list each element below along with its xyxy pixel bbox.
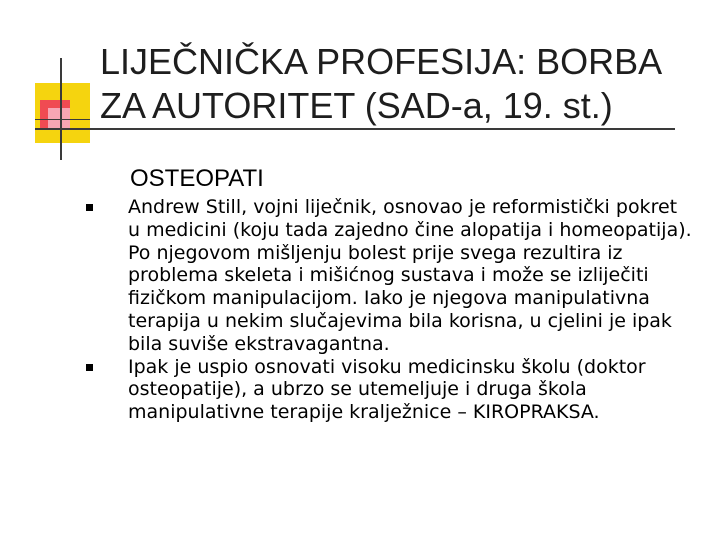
- decor-vertical-rule: [60, 58, 62, 160]
- title-underline: [35, 128, 675, 130]
- slide-title: LIJEČNIČKA PROFESIJA: BORBA ZA AUTORITET (SAD-a, 19. st.): [100, 41, 661, 126]
- square-bullet-icon: [86, 204, 93, 211]
- square-bullet-icon: [86, 364, 93, 371]
- bullet-item: [85, 196, 695, 356]
- decor-short-rule: [35, 119, 90, 120]
- section-heading: OSTEOPATI: [130, 165, 264, 192]
- bullet-item: [85, 356, 695, 424]
- bullet-list: [85, 196, 695, 424]
- bullet-text: Andrew Still, vojni liječnik, osnovao je reformistički pokret u medicini (koju tada zajedno čine alopatija i homeopatija). Po njegovom mišljenju bolest prije svega rezultira iz problema skeleta i mišićnog sustava i može se izliječiti fizičkom manipulacijom. Iako je njegova manipulativna terapija u nekim slučajevima bila korisna, u cjelini je ipak bila suviše ekstravagantna.: [128, 196, 692, 355]
- bullet-text: Ipak je uspio osnovati visoku medicinsku školu (doktor osteopatije), a ubrzo se utemeljuje i druga škola manipulativne terapije kralježnice – KIROPRAKSA.: [128, 355, 646, 424]
